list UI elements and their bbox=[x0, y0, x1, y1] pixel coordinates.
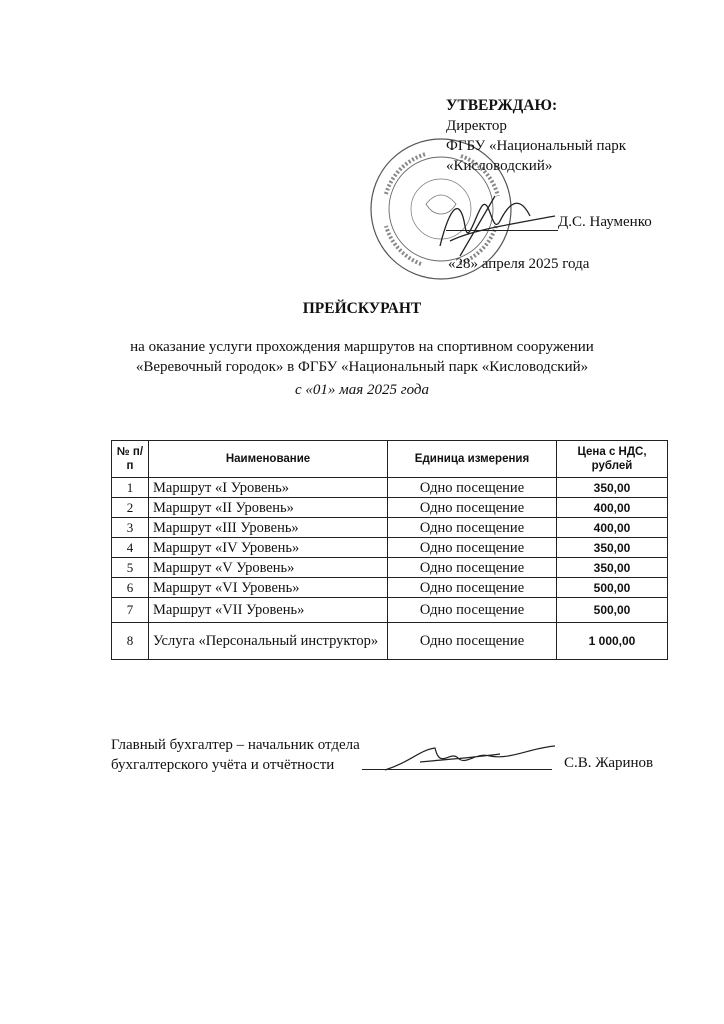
row-name: Маршрут «VI Уровень» bbox=[149, 578, 388, 598]
approval-heading: УТВЕРЖДАЮ: bbox=[446, 97, 558, 114]
row-unit: Одно посещение bbox=[388, 518, 557, 538]
subtitle-line2: «Веревочный городок» в ФГБУ «Национальный парк «Кисловодский» bbox=[135, 359, 589, 375]
header-name: Наименование bbox=[149, 441, 388, 478]
table-row bbox=[112, 498, 668, 518]
row-num: 6 bbox=[112, 578, 149, 598]
row-price: 350,00 bbox=[557, 558, 668, 578]
table-row bbox=[112, 623, 668, 660]
price-table bbox=[111, 440, 668, 660]
document-title: ПРЕЙСКУРАНТ bbox=[302, 300, 422, 317]
approval-signer: Д.С. Науменко bbox=[558, 214, 652, 230]
row-price: 400,00 bbox=[557, 498, 668, 518]
row-unit: Одно посещение bbox=[388, 498, 557, 518]
accountant-line1: Главный бухгалтер – начальник отдела bbox=[111, 737, 360, 753]
row-price: 350,00 bbox=[557, 538, 668, 558]
row-num: 1 bbox=[112, 478, 149, 498]
row-name: Маршрут «IV Уровень» bbox=[149, 538, 388, 558]
signature-line bbox=[446, 230, 558, 231]
table-row bbox=[112, 478, 668, 498]
approval-org-line2: «Кисловодский» bbox=[446, 158, 553, 174]
header-price: Цена с НДС, рублей bbox=[557, 441, 668, 478]
header-unit: Единица измерения bbox=[388, 441, 557, 478]
approval-position: Директор bbox=[446, 118, 507, 134]
row-unit: Одно посещение bbox=[388, 578, 557, 598]
approval-date: «28» апреля 2025 года bbox=[448, 256, 590, 272]
approval-block bbox=[446, 96, 626, 176]
row-unit: Одно посещение bbox=[388, 623, 557, 660]
row-unit: Одно посещение bbox=[388, 478, 557, 498]
row-price: 350,00 bbox=[557, 478, 668, 498]
header-num: № п/п bbox=[112, 441, 149, 478]
row-num: 8 bbox=[112, 623, 149, 660]
table-row bbox=[112, 518, 668, 538]
accountant-signature-icon bbox=[380, 740, 560, 776]
table-row bbox=[112, 538, 668, 558]
approval-signature-row bbox=[446, 214, 666, 236]
row-name: Маршрут «II Уровень» bbox=[149, 498, 388, 518]
row-price: 500,00 bbox=[557, 598, 668, 623]
row-unit: Одно посещение bbox=[388, 538, 557, 558]
subtitle-line1: на оказание услуги прохождения маршрутов на спортивном сооружении bbox=[130, 339, 594, 355]
row-unit: Одно посещение bbox=[388, 598, 557, 623]
row-num: 3 bbox=[112, 518, 149, 538]
row-num: 4 bbox=[112, 538, 149, 558]
row-num: 5 bbox=[112, 558, 149, 578]
row-num: 2 bbox=[112, 498, 149, 518]
row-price: 400,00 bbox=[557, 518, 668, 538]
row-unit: Одно посещение bbox=[388, 558, 557, 578]
row-name: Маршрут «I Уровень» bbox=[149, 478, 388, 498]
accountant-block bbox=[111, 735, 360, 775]
row-price: 500,00 bbox=[557, 578, 668, 598]
document-subtitle bbox=[0, 337, 724, 377]
row-num: 7 bbox=[112, 598, 149, 623]
approval-org-line1: ФГБУ «Национальный парк bbox=[446, 138, 627, 154]
row-name: Маршрут «VII Уровень» bbox=[149, 598, 388, 623]
table-row bbox=[112, 598, 668, 623]
effective-date: с «01» мая 2025 года bbox=[295, 382, 429, 398]
accountant-name: С.В. Жаринов bbox=[564, 755, 654, 771]
accountant-line2: бухгалтерского учёта и отчётности bbox=[111, 757, 335, 773]
row-name: Маршрут «V Уровень» bbox=[149, 558, 388, 578]
table-header-row bbox=[112, 441, 668, 478]
table-row bbox=[112, 578, 668, 598]
row-name: Услуга «Персональный инструктор» bbox=[149, 623, 388, 660]
row-price: 1 000,00 bbox=[557, 623, 668, 660]
table-row bbox=[112, 558, 668, 578]
row-name: Маршрут «III Уровень» bbox=[149, 518, 388, 538]
